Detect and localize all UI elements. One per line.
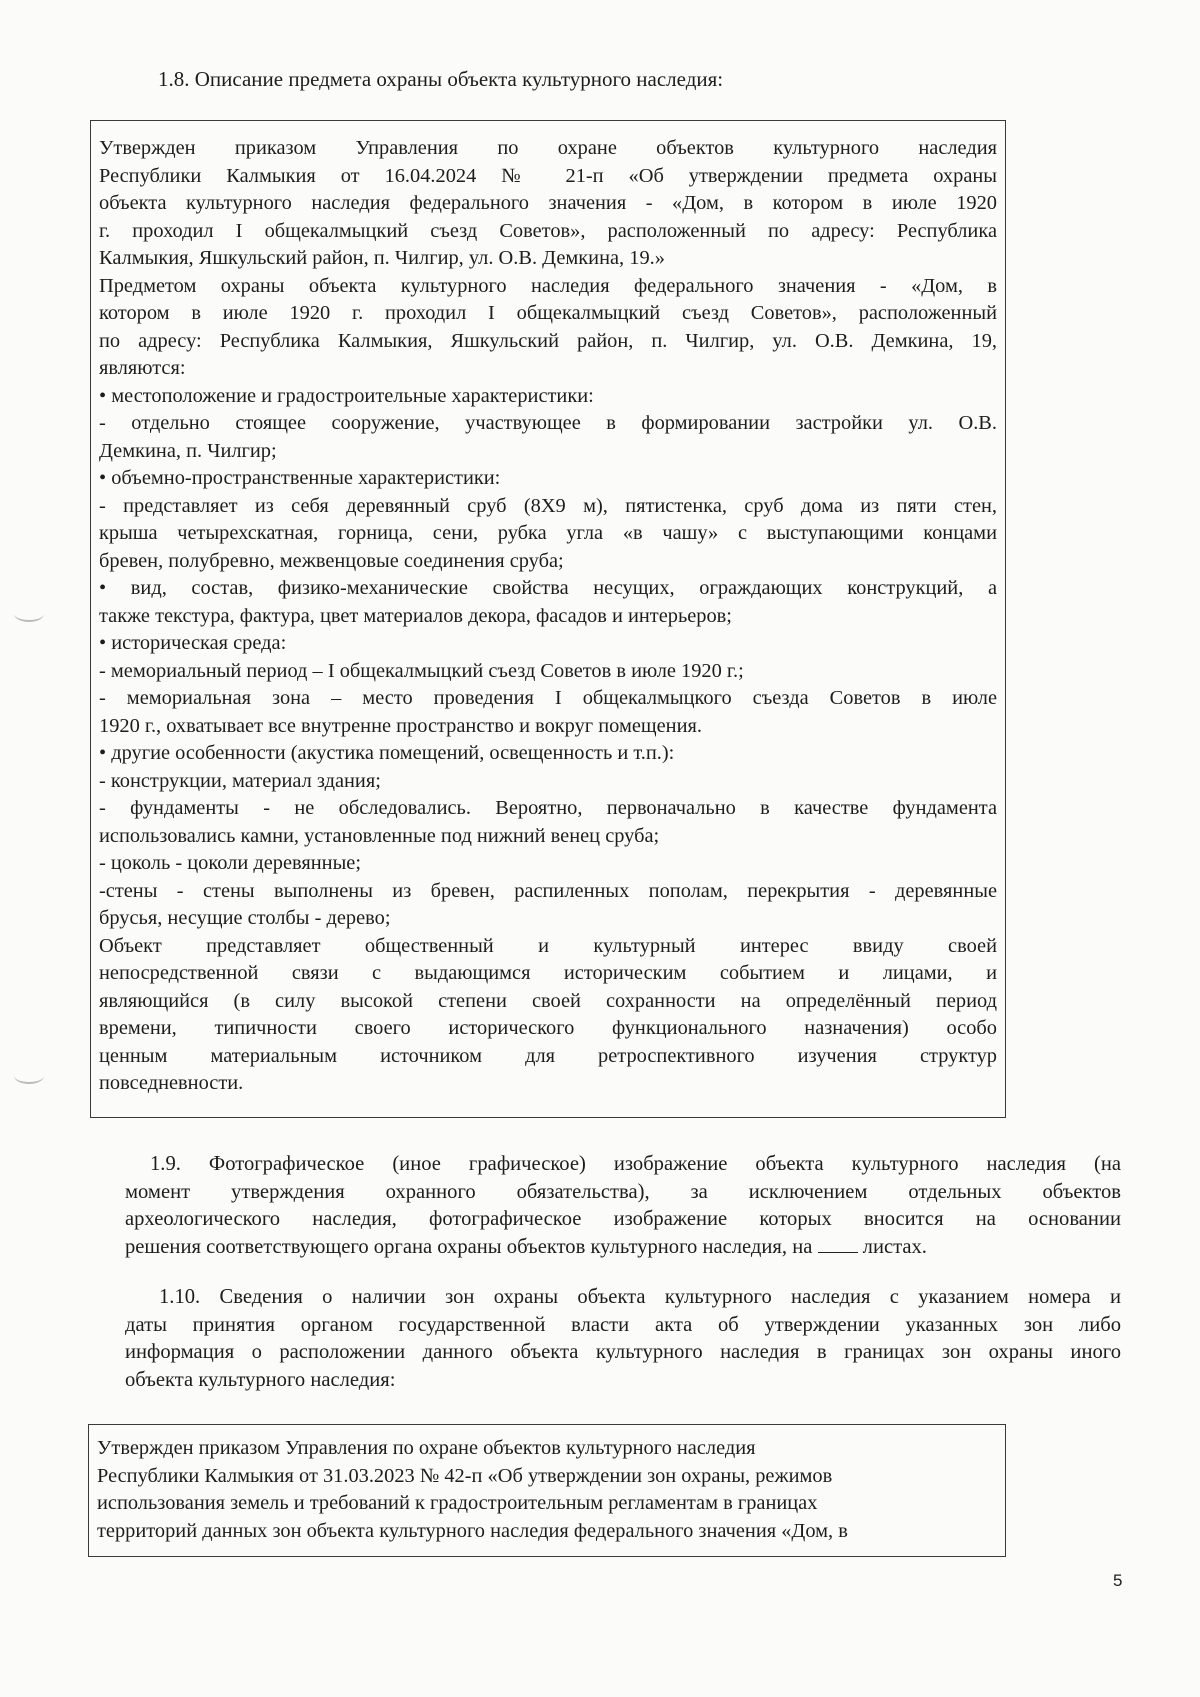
box-line: Объект представляет общественный и культурный интерес ввиду своей — [99, 934, 997, 957]
paragraph-line: 1.10. Сведения о наличии зон охраны объекта культурного наследия с указанием номера и — [159, 1286, 1121, 1308]
punch-mark — [14, 1068, 44, 1084]
box-line: повседневности. — [99, 1072, 244, 1094]
box-line: также текстура, фактура, цвет материалов декора, фасадов и интерьеров; — [99, 604, 732, 627]
box-line: Утвержден приказом Управления по охране объектов культурного наследия — [97, 1437, 756, 1459]
box-line: - мемориальная зона – место проведения I общекалмыцкого съезда Советов в июле — [99, 687, 997, 709]
box-line: - представляет из себя деревянный сруб (8Х9 м), пятистенка, сруб дома из пяти стен, — [99, 494, 997, 517]
box-line: являются: — [99, 357, 186, 379]
punch-mark — [14, 606, 44, 622]
box-line: • вид, состав, физико-механические свойства несущих, ограждающих конструкций, а — [99, 577, 997, 599]
box-line: ценным материальным источником для ретроспективного изучения структур — [99, 1044, 997, 1067]
box-line: Утвержден приказом Управления по охране объектов культурного наследия — [99, 137, 997, 159]
box-line: г. проходил I общекалмыцкий съезд Советов», расположенный по адресу: Республика — [99, 219, 997, 242]
paragraph-line: 1.9. Фотографическое (иное графическое) изображение объекта культурного наследия (на — [150, 1153, 1121, 1175]
paragraph-line: объекта культурного наследия: — [125, 1368, 396, 1391]
paragraph-line: информация о расположении данного объекта культурного наследия в границах зон охраны иного — [125, 1341, 1121, 1363]
box-line: по адресу: Республика Калмыкия, Яшкульский район, п. Чилгир, ул. О.В. Демкина, 19, — [99, 329, 997, 352]
paragraph-line: решения соответствующего органа охраны объектов культурного наследия, на листах. — [125, 1235, 927, 1258]
paragraph-line: момент утверждения охранного обязательства), за исключением отдельных объектов — [125, 1180, 1121, 1203]
box-line: непосредственной связи с выдающимся историческим событием и лицами, и — [99, 962, 997, 984]
box-line: • местоположение и градостроительные характеристики: — [99, 384, 594, 407]
page-number: 5 — [1113, 1571, 1123, 1590]
text-fragment: листах. — [857, 1235, 927, 1258]
box-line: Демкина, п. Чилгир; — [99, 439, 277, 462]
box-line: бревен, полубревно, межвенцовые соединения сруба; — [99, 549, 564, 572]
box-line: -стены - стены выполнены из бревен, распиленных пополам, перекрытия - деревянные — [99, 879, 997, 902]
paragraph-line: археологического наследия, фотографическое изображение которых вносится на основании — [125, 1208, 1121, 1230]
box-line: • объемно-пространственные характеристики: — [99, 467, 501, 489]
protection-zones-box — [88, 1424, 1006, 1557]
box-line: использовались камни, установленные под нижний венец сруба; — [99, 824, 660, 847]
box-line: котором в июле 1920 г. проходил I общекалмыцкий съезд Советов», расположенный — [99, 302, 997, 324]
paragraph-1-10 — [125, 1284, 1125, 1394]
box-line: брусья, несущие столбы - дерево; — [99, 907, 391, 929]
blank-field — [818, 1234, 858, 1253]
box-line: • историческая среда: — [99, 632, 287, 654]
box-line: Республики Калмыкия от 31.03.2023 № 42-п «Об утверждении зон охраны, режимов — [97, 1464, 833, 1487]
box-line: крыша четырехскатная, горница, сени, рубка угла «в чашу» с выступающими концами — [99, 522, 997, 544]
box-line: Республики Калмыкия от 16.04.2024 № 21-п «Об утверждении предмета охраны — [99, 164, 997, 187]
box-line: Калмыкия, Яшкульский район, п. Чилгир, ул. О.В. Демкина, 19.» — [99, 247, 665, 269]
paragraph-line: даты принятия органом государственной власти акта об утверждении указанных зон либо — [125, 1313, 1121, 1336]
box-line: • другие особенности (акустика помещений, освещенность и т.п.): — [99, 742, 675, 764]
box-line: объекта культурного наследия федерального значения - «Дом, в котором в июле 1920 — [99, 192, 997, 214]
box-line: - цоколь - цоколи деревянные; — [99, 852, 361, 874]
box-line: - конструкции, материал здания; — [99, 769, 381, 792]
box-line: являющийся (в силу высокой степени своей сохранности на определённый период — [99, 989, 997, 1012]
box-line: территорий данных зон объекта культурного наследия федерального значения «Дом, в — [97, 1519, 848, 1542]
box-line: использования земель и требований к градостроительным регламентам в границах — [97, 1492, 818, 1514]
box-line: Предметом охраны объекта культурного наследия федерального значения - «Дом, в — [99, 274, 997, 297]
paragraph-1-9 — [125, 1151, 1125, 1261]
box-line: 1920 г., охватывает все внутренне пространство и вокруг помещения. — [99, 714, 702, 737]
box-line: - мемориальный период – I общекалмыцкий съезд Советов в июле 1920 г.; — [99, 659, 744, 682]
box-line: - фундаменты - не обследовались. Вероятно, первоначально в качестве фундамента — [99, 797, 997, 819]
section-heading-1-8: 1.8. Описание предмета охраны объекта культурного наследия: — [158, 67, 724, 91]
protection-subject-box — [90, 120, 1006, 1118]
box-line: - отдельно стоящее сооружение, участвующее в формировании застройки ул. О.В. — [99, 412, 997, 434]
box-line: времени, типичности своего исторического функционального назначения) особо — [99, 1017, 997, 1039]
